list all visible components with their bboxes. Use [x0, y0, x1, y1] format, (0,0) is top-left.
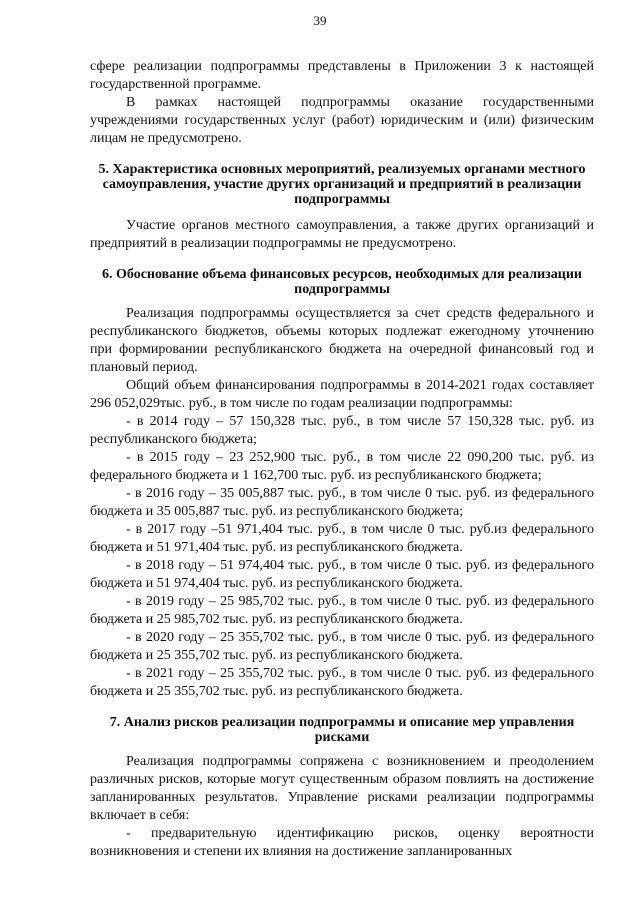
section-6-heading: 6. Обоснование объема финансовых ресурсов, необходимых для реализации подпрограммы: [102, 267, 582, 297]
section-5-paragraph: Участие органов местного самоуправления, а также других организаций и предприятий в реализации подпрограммы не предусмотрено.: [90, 218, 594, 251]
section-7-paragraph-1: Реализация подпрограммы сопряжена с возникновением и преодолением различных рисков, которые могут существенным образом повлиять на достижение запланированных результатов. Управление рисками реализации подпрограммы включает в себя:: [90, 754, 594, 823]
list-item: - в 2017 году –51 971,404 тыс. руб., в том числе 0 тыс. руб.из федерального бюджета и 51 971,404 тыс. руб. из республиканского бюджета.: [90, 522, 594, 555]
list-item: - в 2020 году – 25 355,702 тыс. руб., в том числе 0 тыс. руб. из федерального бюджета и 25 355,702 тыс. руб. из республиканского бюджета.: [90, 630, 594, 663]
funding-by-year-list: [90, 413, 594, 701]
list-item: - в 2015 году – 23 252,900 тыс. руб., в том числе 22 090,200 тыс. руб. из федерального бюджета и 1 162,700 тыс. руб. из республиканского бюджета;: [90, 450, 594, 483]
list-item: - в 2021 году – 25 355,702 тыс. руб., в том числе 0 тыс. руб. из федерального бюджета и 25 355,702 тыс. руб. из республиканского бюджета.: [90, 666, 594, 699]
section-7-heading: 7. Анализ рисков реализации подпрограммы и описание мер управления рисками: [109, 715, 575, 745]
list-item: - в 2019 году – 25 985,702 тыс. руб., в том числе 0 тыс. руб. из федерального бюджета и 25 985,702 тыс. руб. из республиканского бюджета.: [90, 594, 594, 627]
list-item: - в 2014 году – 57 150,328 тыс. руб., в том числе 57 150,328 тыс. руб. из республиканского бюджета;: [90, 414, 594, 447]
section-5-heading: 5. Характеристика основных мероприятий, реализуемых органами местного самоуправления, участие других организаций и предприятий в реализации подпрограммы: [98, 162, 586, 207]
list-item: - в 2018 году – 51 974,404 тыс. руб., в том числе 0 тыс. руб. из федерального бюджета и 51 974,404 тыс. руб. из республиканского бюджета.: [90, 558, 594, 591]
page-number: 39: [313, 13, 327, 28]
intro-paragraph-2: В рамках настоящей подпрограммы оказание государственными учреждениями государственных услуг (работ) юридическим и (или) физическим лицам не предусмотрено.: [90, 95, 594, 146]
section-6-paragraph-2: Общий объем финансирования подпрограммы в 2014-2021 годах составляет 296 052,029тыс. руб., в том числе по годам реализации подпрограммы:: [90, 378, 594, 411]
section-6-paragraph-1: Реализация подпрограммы осуществляется за счет средств федерального и республиканского бюджетов, объемы которых подлежат ежегодному уточнению при формировании республиканского бюджета на очередной финансовый год и плановый период.: [90, 306, 594, 375]
section-7-paragraph-2: - предварительную идентификацию рисков, оценку вероятности возникновения и степени их влияния на достижение запланированных: [90, 826, 594, 859]
intro-paragraph-1: сфере реализации подпрограммы представлены в Приложении 3 к настоящей государственной программе.: [90, 59, 594, 92]
page-content: [90, 58, 594, 861]
list-item: - в 2016 году – 35 005,887 тыс. руб., в том числе 0 тыс. руб. из федерального бюджета и 35 005,887 тыс. руб. из республиканского бюджета;: [90, 486, 594, 519]
